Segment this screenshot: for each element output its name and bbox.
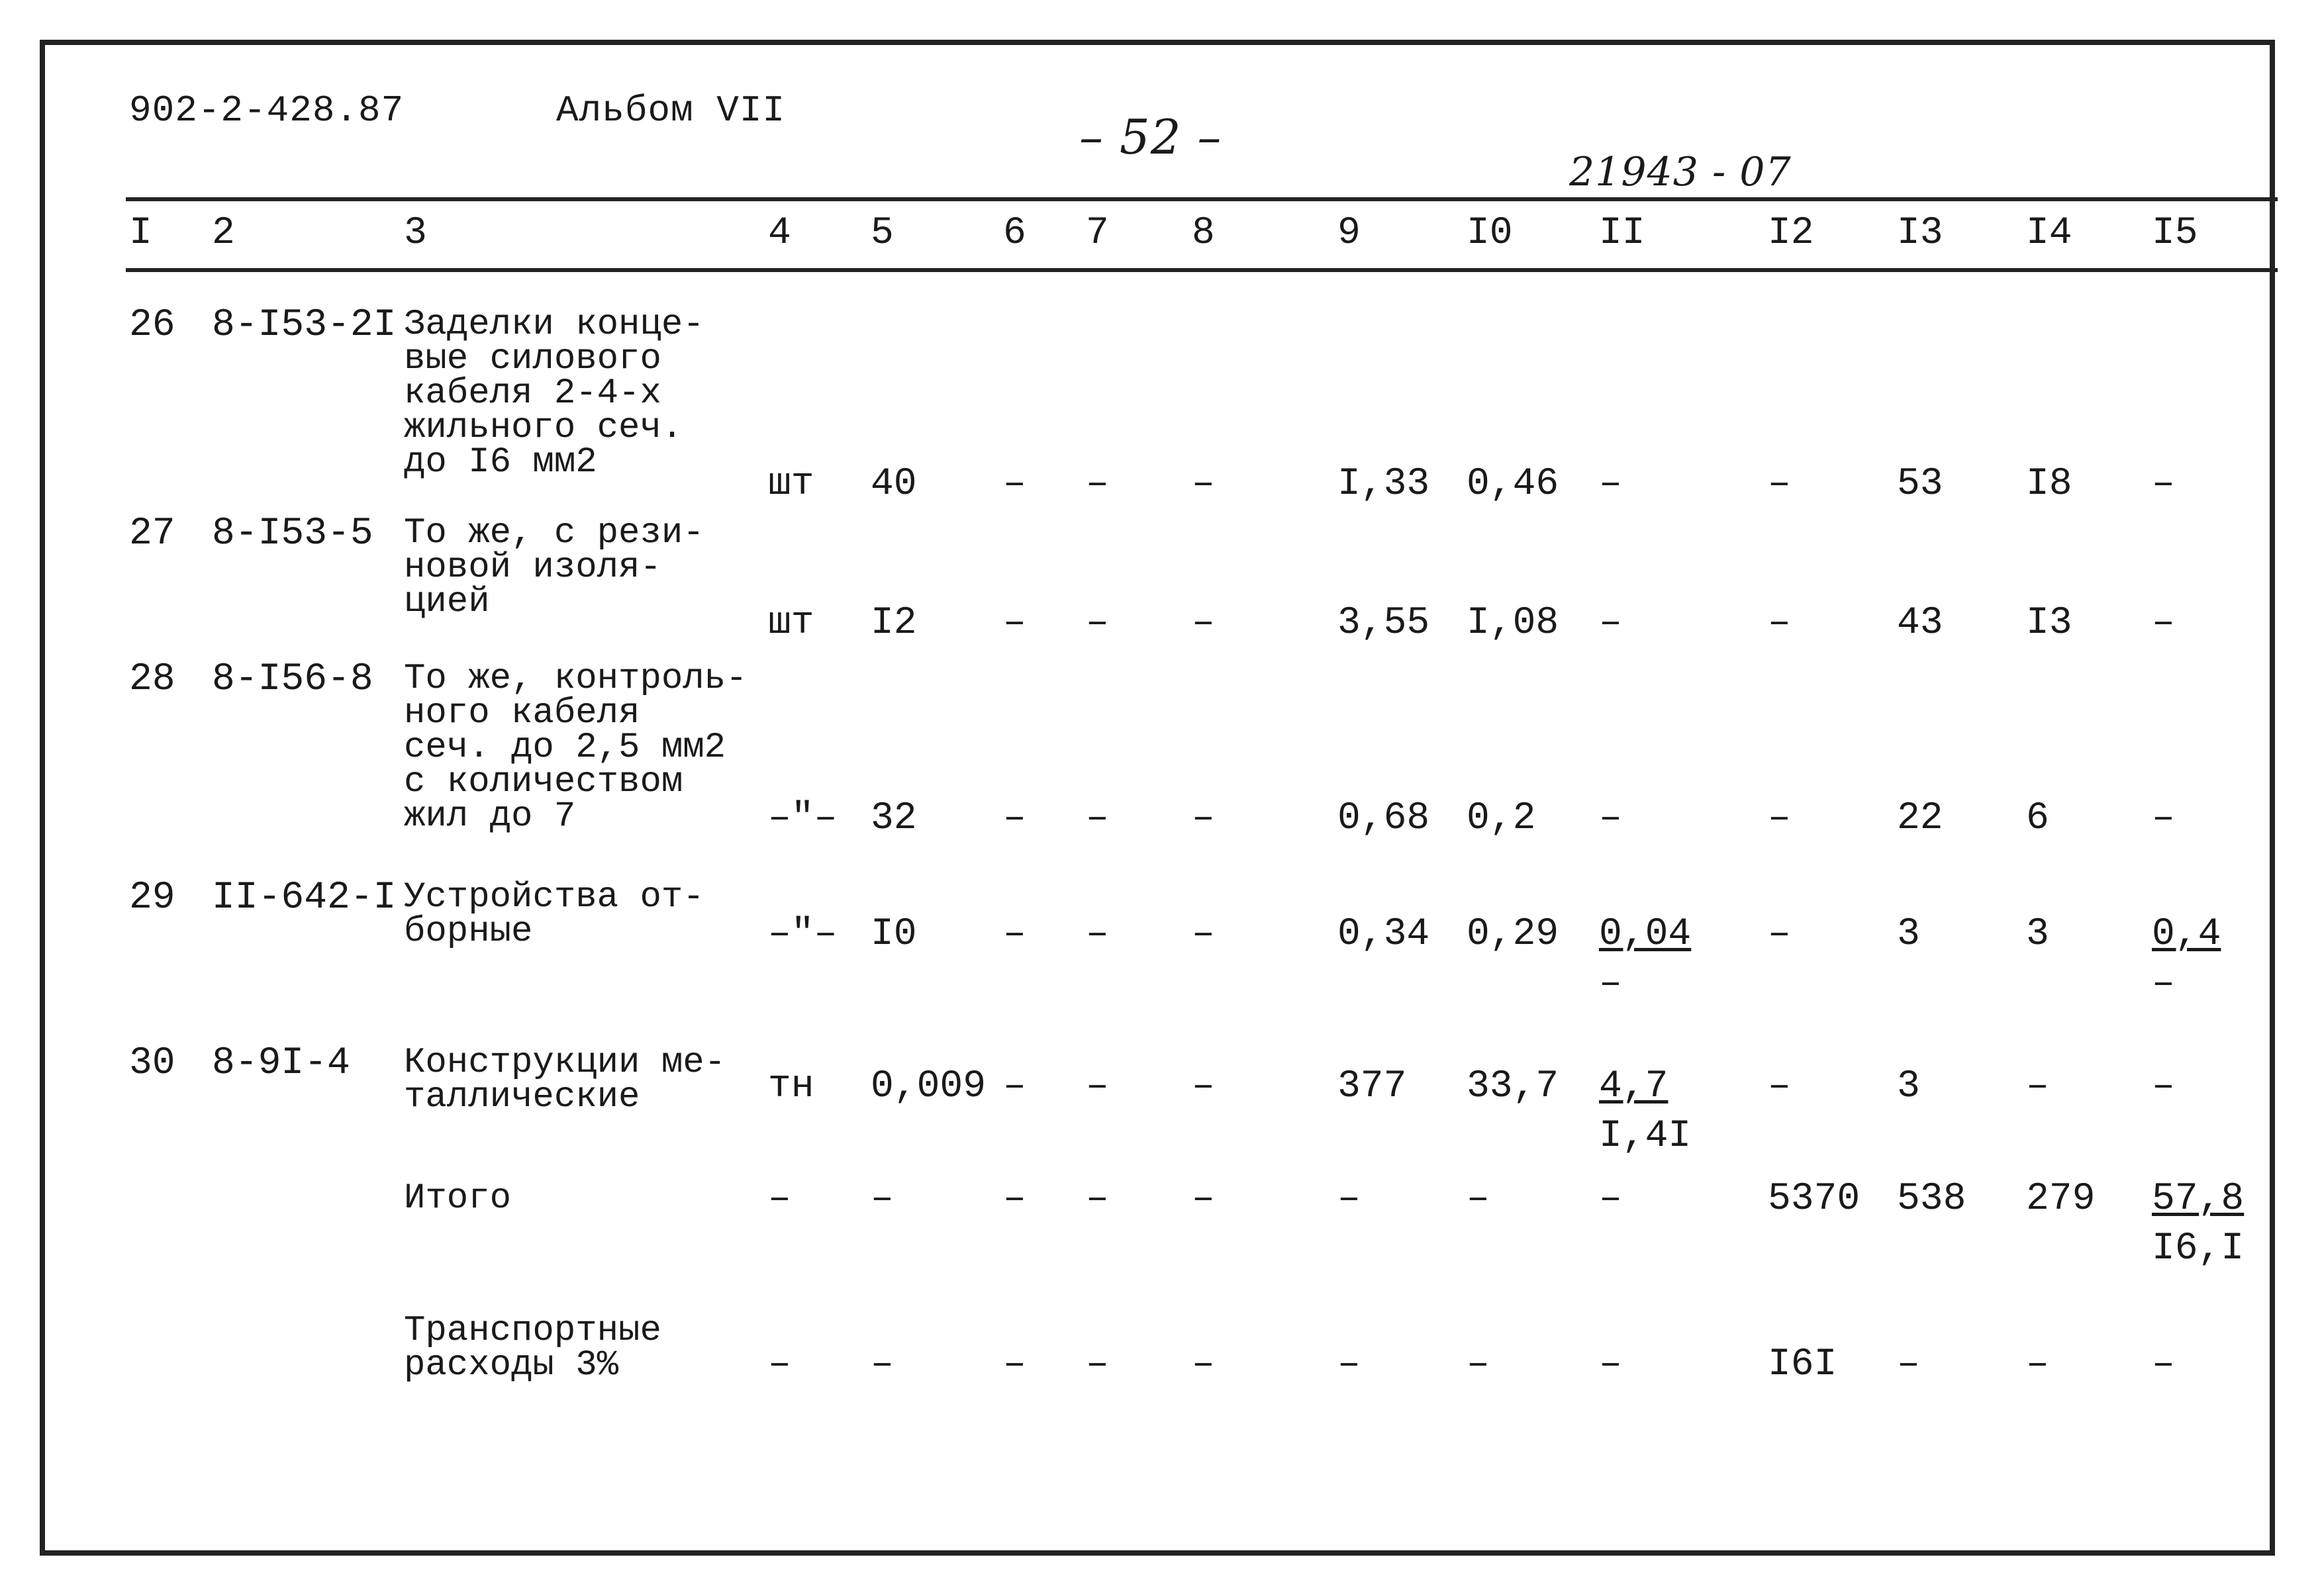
column-header-9: 9 <box>1337 212 1361 255</box>
quantity: – <box>871 1178 894 1221</box>
column-header-6: 6 <box>1003 212 1026 255</box>
col-14: – <box>2026 1065 2049 1108</box>
quantity: – <box>871 1343 894 1386</box>
quantity: 40 <box>871 463 917 506</box>
header-bottom-rule <box>126 268 2278 272</box>
col-7: – <box>1086 913 1109 956</box>
column-header-11: II <box>1599 212 1645 255</box>
col-11: – <box>1599 463 1622 506</box>
col-10: 0,46 <box>1467 463 1559 506</box>
column-header-5: 5 <box>871 212 894 255</box>
col-6: – <box>1003 797 1026 840</box>
col-8: – <box>1192 1343 1215 1386</box>
row-number: 28 <box>129 658 175 701</box>
col-10: – <box>1467 1343 1490 1386</box>
col-13: 538 <box>1897 1178 1966 1221</box>
col-11: – <box>1599 1178 1622 1221</box>
rate-code: II-642-I <box>212 876 397 919</box>
col-15: 57,8 <box>2152 1178 2245 1221</box>
col-10: 33,7 <box>1467 1065 1559 1108</box>
col-12: – <box>1768 1065 1791 1108</box>
col-13: – <box>1897 1343 1920 1386</box>
col-8: – <box>1192 797 1215 840</box>
page-number: – 52 – <box>1079 109 1222 165</box>
col-14: 279 <box>2026 1178 2096 1221</box>
quantity: I2 <box>871 602 917 645</box>
quantity: 0,009 <box>871 1065 987 1108</box>
rate-code: 8-9I-4 <box>212 1042 350 1085</box>
col-9: 377 <box>1337 1065 1407 1108</box>
column-header-4: 4 <box>768 212 791 255</box>
column-header-1: I <box>129 212 152 255</box>
col-15: – <box>2152 1065 2175 1108</box>
col-8: – <box>1192 463 1215 506</box>
col-7: – <box>1086 1065 1109 1108</box>
quantity: I0 <box>871 913 917 956</box>
col-9: – <box>1337 1343 1361 1386</box>
col-12: – <box>1768 797 1791 840</box>
col-11: – <box>1599 1343 1622 1386</box>
col-7: – <box>1086 797 1109 840</box>
col-10: 0,2 <box>1467 797 1536 840</box>
col-6: – <box>1003 1065 1026 1108</box>
col-12: – <box>1768 463 1791 506</box>
work-description: Итого <box>404 1178 512 1219</box>
col-9: 0,34 <box>1337 913 1430 956</box>
col-12: I6I <box>1768 1343 1837 1386</box>
col-14: 6 <box>2026 797 2049 840</box>
rate-code: 8-I56-8 <box>212 658 373 701</box>
column-header-15: I5 <box>2152 212 2198 255</box>
col-14: 3 <box>2026 913 2049 956</box>
col-15: – <box>2152 797 2175 840</box>
col-7: – <box>1086 602 1109 645</box>
work-description: Устройства от- борные <box>404 877 704 952</box>
unit: –"– <box>768 913 838 956</box>
row-number: 30 <box>129 1042 175 1085</box>
work-description: То же, с рези- новой изоля- цией <box>404 513 704 622</box>
work-description: Заделки конце- вые силового кабеля 2-4-х жильного сеч. до I6 мм2 <box>404 305 704 483</box>
unit: шт <box>768 602 814 645</box>
col-6: – <box>1003 463 1026 506</box>
row-number: 27 <box>129 512 175 555</box>
col-15: – <box>2152 602 2175 645</box>
column-header-13: I3 <box>1897 212 1943 255</box>
work-description: Транспортные расходы 3% <box>404 1311 661 1385</box>
quantity: 32 <box>871 797 917 840</box>
col-7: – <box>1086 463 1109 506</box>
col-11-secondary: I,4I <box>1599 1115 1692 1158</box>
col-6: – <box>1003 913 1026 956</box>
col-11: 0,04 <box>1599 913 1692 956</box>
document-code: 902-2-428.87 <box>129 89 405 132</box>
unit: шт <box>768 463 814 506</box>
col-6: – <box>1003 602 1026 645</box>
col-14: I8 <box>2026 463 2072 506</box>
col-11: 4,7 <box>1599 1065 1669 1108</box>
document-number: 21943 - 07 <box>1569 149 1792 195</box>
col-10: I,08 <box>1467 602 1559 645</box>
col-9: – <box>1337 1178 1361 1221</box>
column-header-7: 7 <box>1086 212 1109 255</box>
col-13: 3 <box>1897 913 1920 956</box>
col-10: 0,29 <box>1467 913 1559 956</box>
column-header-8: 8 <box>1192 212 1215 255</box>
col-11: – <box>1599 602 1622 645</box>
col-7: – <box>1086 1178 1109 1221</box>
unit: – <box>768 1178 791 1221</box>
col-12: 5370 <box>1768 1178 1861 1221</box>
col-14: I3 <box>2026 602 2072 645</box>
col-13: 22 <box>1897 797 1943 840</box>
row-number: 26 <box>129 304 175 347</box>
col-11-secondary: – <box>1599 962 1622 1006</box>
col-11: – <box>1599 797 1622 840</box>
col-8: – <box>1192 1178 1215 1221</box>
album-label: Альбом VII <box>556 89 786 132</box>
column-header-12: I2 <box>1768 212 1814 255</box>
row-number: 29 <box>129 876 175 919</box>
column-header-10: I0 <box>1467 212 1513 255</box>
col-12: – <box>1768 602 1791 645</box>
col-6: – <box>1003 1178 1026 1221</box>
unit: – <box>768 1343 791 1386</box>
rate-code: 8-I53-5 <box>212 512 373 555</box>
col-7: – <box>1086 1343 1109 1386</box>
col-6: – <box>1003 1343 1026 1386</box>
column-header-2: 2 <box>212 212 235 255</box>
unit: –"– <box>768 797 838 840</box>
col-9: 3,55 <box>1337 602 1430 645</box>
unit: тн <box>768 1065 814 1108</box>
header-top-rule <box>126 197 2278 201</box>
work-description: Конструкции ме- таллические <box>404 1043 726 1117</box>
col-8: – <box>1192 602 1215 645</box>
col-12: – <box>1768 913 1791 956</box>
work-description: То же, контроль- ного кабеля сеч. до 2,5 мм2 с количеством жил до 7 <box>404 659 748 837</box>
col-13: 53 <box>1897 463 1943 506</box>
column-header-3: 3 <box>404 212 427 255</box>
col-15: 0,4 <box>2152 913 2221 956</box>
rate-code: 8-I53-2I <box>212 304 397 347</box>
col-10: – <box>1467 1178 1490 1221</box>
col-13: 43 <box>1897 602 1943 645</box>
col-15: – <box>2152 463 2175 506</box>
column-header-14: I4 <box>2026 212 2072 255</box>
col-8: – <box>1192 913 1215 956</box>
col-14: – <box>2026 1343 2049 1386</box>
col-13: 3 <box>1897 1065 1920 1108</box>
col-15-secondary: – <box>2152 962 2175 1006</box>
col-9: I,33 <box>1337 463 1430 506</box>
col-8: – <box>1192 1065 1215 1108</box>
col-15-secondary: I6,I <box>2152 1227 2245 1270</box>
col-9: 0,68 <box>1337 797 1430 840</box>
col-15: – <box>2152 1343 2175 1386</box>
